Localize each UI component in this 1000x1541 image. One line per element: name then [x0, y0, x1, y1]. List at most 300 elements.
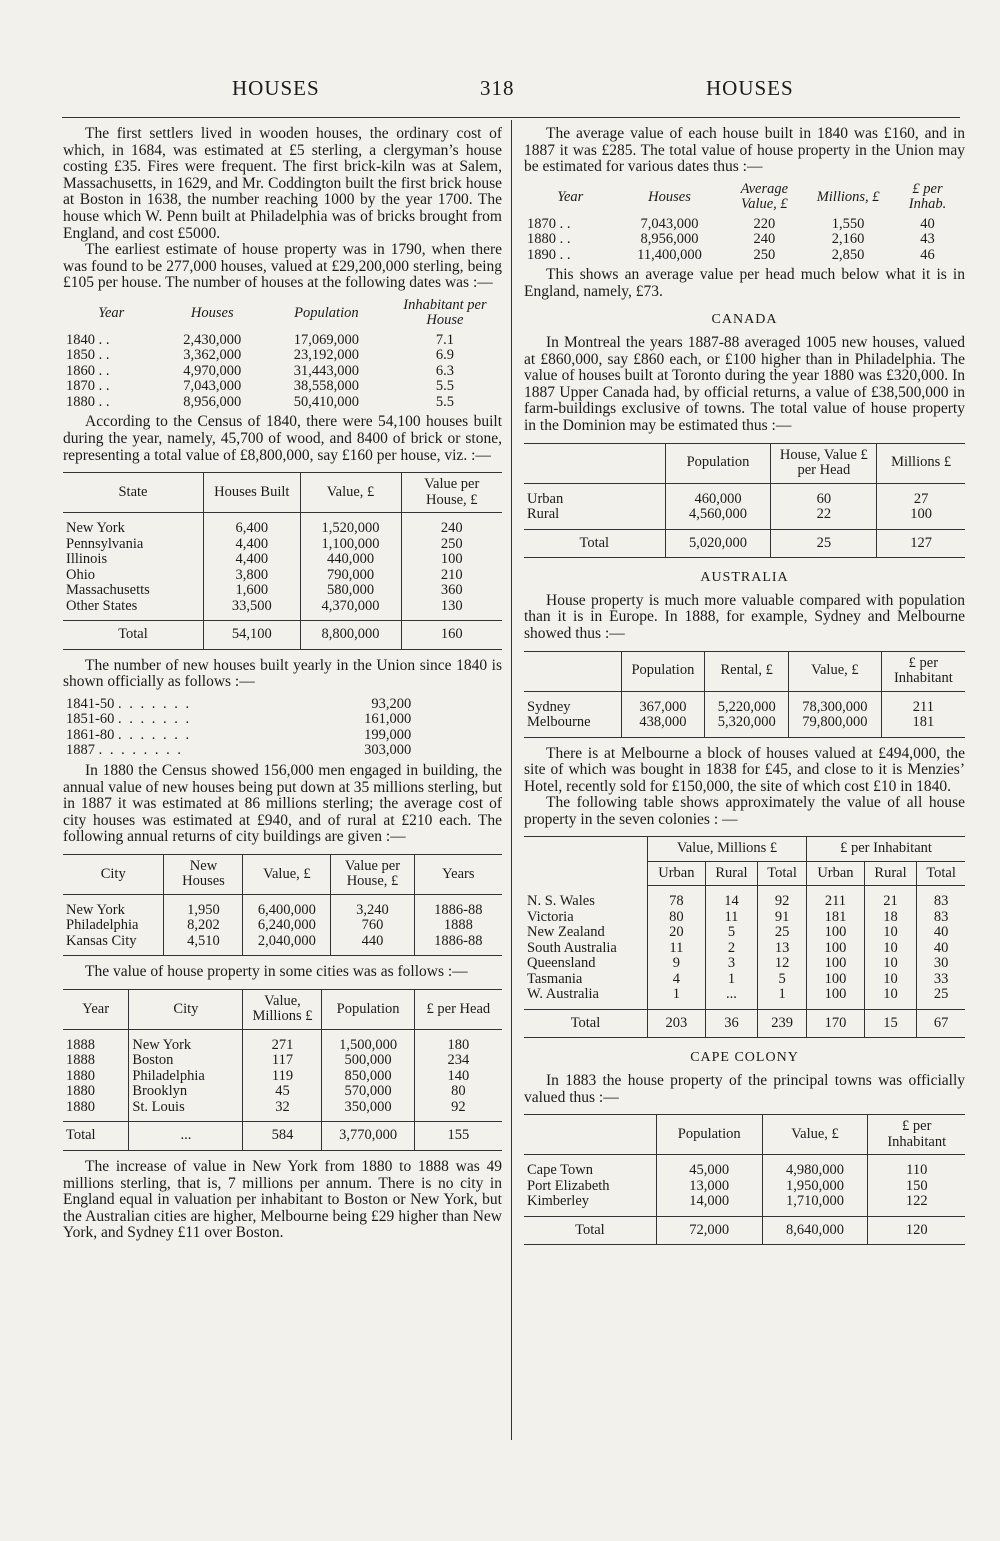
- table-cell: 10: [864, 972, 916, 988]
- column-header: State: [63, 473, 203, 513]
- table-cell: 8,202: [164, 918, 243, 934]
- table-cell: 14,000: [656, 1194, 762, 1216]
- table-cell: 72,000: [656, 1216, 762, 1245]
- table-row: [524, 886, 965, 910]
- column-header: Rural: [864, 861, 916, 886]
- table-row: [524, 715, 965, 737]
- table-cell: Total: [524, 529, 665, 558]
- column-header: House, Value £ per Head: [771, 443, 877, 483]
- table-cell: 1888: [66, 1052, 95, 1069]
- paragraph: The first settlers lived in wooden houses, the ordinary cost of which, in 1684, was estimated at £5 sterling, a clergyman’s house costing £35. Fires were frequent. The first brick-kiln was at Salem, Massachusetts, in 1629, and Mr. Coddington built the first brick house at Boston in 1638, the number reaching 1000 by the year 1700. The house which W. Penn built at Philadelphia was of bricks brought from England, and cost £5000.: [63, 125, 502, 242]
- table-cell: 1: [705, 972, 757, 988]
- table-cell: 33: [917, 972, 965, 988]
- column-header: Urban: [807, 861, 865, 886]
- column-header: Value per House, £: [401, 473, 502, 513]
- table-cell: 8,800,000: [300, 621, 401, 650]
- paragraph: In 1883 the house property of the principal towns was officially valued thus :—: [524, 1072, 965, 1106]
- column-header: Year: [63, 989, 129, 1029]
- column-header: £ per Inhabitant: [881, 651, 965, 691]
- colonies-table: [524, 836, 965, 1038]
- table-cell: 36: [705, 1009, 757, 1038]
- column-header: Value, £: [762, 1115, 868, 1155]
- table-cell: 8,640,000: [762, 1216, 868, 1245]
- table-cell: 67: [917, 1009, 965, 1038]
- table-cell: New York: [66, 901, 125, 918]
- table-row: [63, 568, 502, 584]
- table-cell: 100: [807, 987, 865, 1009]
- table-cell: Queensland: [527, 955, 596, 972]
- table-cell: 11,400,000: [637, 246, 702, 263]
- column-header: New Houses: [164, 854, 243, 894]
- table-cell: 161,000: [364, 711, 412, 728]
- table-row: [63, 333, 502, 349]
- table-cell: New York: [129, 1029, 243, 1053]
- table-cell: 1: [758, 987, 807, 1009]
- table-cell: 10: [864, 987, 916, 1009]
- table-cell: 1,520,000: [300, 513, 401, 537]
- table-cell: Rural: [527, 506, 560, 523]
- table-row: [524, 941, 965, 957]
- table-cell: 40: [920, 215, 935, 232]
- table-row: [524, 1155, 965, 1179]
- table-cell: 79,800,000: [789, 715, 882, 737]
- table-cell: 1888: [414, 918, 502, 934]
- paragraph: The average value of each house built in 1840 was £160, and in 1887 it was £285. The total value of house property in the Union may be estimated for various dates thus :—: [524, 125, 965, 176]
- table-cell: W. Australia: [527, 986, 599, 1003]
- table-cell: 5,020,000: [665, 529, 771, 558]
- total-row: [524, 1216, 965, 1245]
- table-row: [524, 248, 965, 264]
- table-cell: 1886-88: [414, 894, 502, 918]
- houses-by-year-table: [63, 298, 502, 411]
- section-heading-cape-colony: CAPE COLONY: [690, 1050, 799, 1066]
- table-cell: 122: [868, 1194, 965, 1216]
- table-cell: 1860 . .: [66, 362, 110, 379]
- table-cell: 78: [647, 886, 705, 910]
- table-cell: 119: [243, 1069, 322, 1085]
- table-cell: 6.3: [435, 362, 454, 379]
- table-cell: 1840 . .: [66, 331, 110, 348]
- table-cell: 27: [877, 483, 965, 507]
- column-header: Population: [294, 304, 359, 321]
- table-cell: 5,220,000: [705, 691, 789, 715]
- table-row: [63, 934, 502, 956]
- table-cell: Cape Town: [527, 1162, 593, 1179]
- column-header: Millions, £: [816, 188, 880, 205]
- table-cell: 6,400,000: [243, 894, 331, 918]
- table-row: [63, 537, 502, 553]
- table-cell: 3: [705, 956, 757, 972]
- city-buildings-table: [63, 854, 502, 957]
- table-cell: 10: [864, 956, 916, 972]
- table-cell: 100: [401, 552, 502, 568]
- table-cell: 4: [647, 972, 705, 988]
- column-header: £ per Inhab.: [908, 180, 947, 213]
- table-row: [63, 395, 502, 411]
- table-cell: South Australia: [527, 939, 617, 956]
- table-row: [63, 1084, 502, 1100]
- table-cell: Illinois: [66, 551, 108, 568]
- table-cell: 440: [331, 934, 414, 956]
- column-header: City: [63, 854, 164, 894]
- table-cell: 3,240: [331, 894, 414, 918]
- table-cell: 6.9: [435, 347, 454, 364]
- paragraph: According to the Census of 1840, there were 54,100 houses built during the year, namely, 45,700 of wood, and 8400 of brick or stone, representing a total value of £8,800,000, say £160 per house, viz. :—: [63, 413, 502, 464]
- table-cell: 30: [917, 956, 965, 972]
- table-row: [63, 697, 414, 713]
- column-header: Rural: [705, 861, 757, 886]
- table-cell: 5: [758, 972, 807, 988]
- table-cell: 350,000: [322, 1100, 414, 1122]
- column-header: Houses: [190, 304, 234, 321]
- table-cell: 440,000: [300, 552, 401, 568]
- table-cell: 2,430,000: [183, 331, 242, 348]
- table-cell: 17,069,000: [293, 331, 360, 348]
- table-row: [63, 918, 502, 934]
- column-group-header: £ per Inhabitant: [807, 837, 965, 862]
- column-header: Year: [557, 188, 584, 205]
- table-cell: 140: [414, 1069, 502, 1085]
- table-cell: 5.5: [435, 393, 454, 410]
- table-cell: 240: [401, 513, 502, 537]
- section-heading-australia: AUSTRALIA: [700, 570, 789, 586]
- table-cell: 1886-88: [414, 934, 502, 956]
- table-cell: 303,000: [364, 742, 412, 759]
- table-cell: 584: [243, 1122, 322, 1151]
- table-cell: 4,370,000: [300, 599, 401, 621]
- table-cell: 2,040,000: [243, 934, 331, 956]
- left-column: [63, 126, 502, 1242]
- column-header: Houses: [648, 188, 691, 205]
- table-cell: Total: [63, 621, 203, 650]
- table-cell: 4,510: [164, 934, 243, 956]
- table-cell: 500,000: [322, 1053, 414, 1069]
- table-cell: 7,043,000: [640, 215, 699, 232]
- table-row: [524, 1179, 965, 1195]
- table-cell: 239: [758, 1009, 807, 1038]
- paragraph: This shows an average value per head much below what it is in England, namely, £73.: [524, 266, 965, 300]
- column-header: Inhabitant per House: [403, 296, 487, 329]
- table-cell: 120: [868, 1216, 965, 1245]
- table-cell: Other States: [66, 597, 138, 614]
- table-row: [63, 513, 502, 537]
- section-heading-canada: CANADA: [711, 312, 778, 328]
- column-header: Total: [758, 861, 807, 886]
- table-cell: 1888: [66, 1036, 95, 1053]
- table-cell: New York: [66, 520, 125, 537]
- column-header: Population: [665, 443, 771, 483]
- table-cell: 45,000: [656, 1155, 762, 1179]
- table-cell: 367,000: [621, 691, 705, 715]
- table-cell: 78,300,000: [789, 691, 882, 715]
- sydney-melbourne-table: [524, 651, 965, 738]
- table-row: [63, 599, 502, 621]
- table-cell: 203: [647, 1009, 705, 1038]
- table-cell: 460,000: [665, 483, 771, 507]
- column-header: [524, 1115, 656, 1155]
- table-cell: Philadelphia: [66, 917, 139, 934]
- table-row: [524, 956, 965, 972]
- paragraph: There is at Melbourne a block of houses valued at £494,000, the site of which was bought in 1838 for £45, and close to it is Menzies’ Hotel, recently sold for £150,000, the site of which cost £10 in 1840.: [524, 744, 965, 795]
- table-cell: 11: [705, 910, 757, 926]
- table-cell: 14: [705, 886, 757, 910]
- paragraph: The number of new houses built yearly in the Union since 1840 is shown officially as follows :—: [63, 656, 502, 691]
- table-cell: 4,980,000: [762, 1155, 868, 1179]
- table-cell: 22: [771, 507, 877, 529]
- table-cell: 100: [807, 956, 865, 972]
- table-cell: 1,950: [164, 894, 243, 918]
- table-cell: 60: [771, 483, 877, 507]
- table-row: [63, 1053, 502, 1069]
- table-row: [524, 987, 965, 1009]
- table-cell: 211: [807, 886, 865, 910]
- table-cell: Pennsylvania: [66, 535, 144, 552]
- table-cell: 438,000: [621, 715, 705, 737]
- column-header: Average Value, £: [740, 180, 789, 213]
- table-cell: 1,500,000: [322, 1029, 414, 1053]
- column-header: City: [129, 989, 243, 1029]
- table-cell: 170: [807, 1009, 865, 1038]
- table-cell: 31,443,000: [293, 362, 360, 379]
- table-cell: 9: [647, 956, 705, 972]
- table-cell: ...: [705, 987, 757, 1009]
- table-cell: 10: [864, 925, 916, 941]
- column-header: Value per House, £: [331, 854, 414, 894]
- table-cell: 181: [807, 910, 865, 926]
- table-row: [63, 379, 502, 395]
- table-cell: 850,000: [322, 1069, 414, 1085]
- union-value-table: [524, 182, 965, 264]
- table-cell: 92: [414, 1100, 502, 1122]
- table-cell: 234: [414, 1053, 502, 1069]
- table-cell: Brooklyn: [129, 1084, 243, 1100]
- table-row: [63, 1069, 502, 1085]
- table-row: [63, 583, 502, 599]
- city-property-table: [63, 989, 502, 1151]
- table-cell: 20: [647, 925, 705, 941]
- column-header: Year: [98, 304, 125, 321]
- table-cell: 1850 . .: [66, 347, 110, 364]
- table-cell: 1,100,000: [300, 537, 401, 553]
- table-cell: 100: [877, 507, 965, 529]
- table-cell: 130: [401, 599, 502, 621]
- table-cell: 8,956,000: [183, 393, 242, 410]
- table-cell: 92: [758, 886, 807, 910]
- table-cell: 150: [868, 1179, 965, 1195]
- table-row: [63, 894, 502, 918]
- column-header: Millions £: [877, 443, 965, 483]
- table-cell: St. Louis: [129, 1100, 243, 1122]
- table-row: [63, 712, 414, 728]
- table-cell: 40: [917, 941, 965, 957]
- column-header: Years: [414, 854, 502, 894]
- table-cell: 25: [758, 925, 807, 941]
- table-row: [63, 728, 414, 744]
- paragraph: House property is much more valuable compared with population than it is in Europe. In 1888, for example, Sydney and Melbourne showed thus :—: [524, 591, 965, 642]
- table-cell: Boston: [129, 1053, 243, 1069]
- table-cell: 1880: [66, 1067, 95, 1084]
- table-cell: 5: [705, 925, 757, 941]
- table-cell: 43: [920, 231, 935, 248]
- table-cell: 100: [807, 941, 865, 957]
- table-cell: 7,043,000: [183, 378, 242, 395]
- table-cell: 3,770,000: [322, 1122, 414, 1151]
- table-cell: 250: [753, 246, 776, 263]
- column-header: £ per Inhabitant: [868, 1115, 965, 1155]
- cape-colony-table: [524, 1114, 965, 1245]
- column-header: [524, 443, 665, 483]
- total-row: [63, 1122, 502, 1151]
- table-cell: 8,956,000: [640, 231, 699, 248]
- table-cell: 1,550: [831, 215, 865, 232]
- table-cell: 250: [401, 537, 502, 553]
- paragraph: The following table shows approximately the value of all house property in the seven colonies : —: [524, 794, 965, 828]
- paragraph: The increase of value in New York from 1880 to 1888 was 49 millions sterling, that is, 7 millions per annum. There is no city in England equal in valuation per inhabitant to Boston or New York, but the Australian cities are higher, Melbourne being £29 higher than New York, and Sydney £11 over Boston.: [63, 1157, 502, 1242]
- column-header: Houses Built: [203, 473, 300, 513]
- running-head-left: HOUSES: [232, 76, 320, 100]
- table-cell: Total: [63, 1122, 129, 1151]
- table-cell: 1880: [66, 1083, 95, 1100]
- table-cell: 25: [917, 987, 965, 1009]
- column-header: [524, 651, 621, 691]
- column-header: [524, 837, 647, 886]
- table-cell: 38,558,000: [293, 378, 360, 395]
- table-cell: 5,320,000: [705, 715, 789, 737]
- table-cell: 360: [401, 583, 502, 599]
- table-cell: 155: [414, 1122, 502, 1151]
- table-cell: 13: [758, 941, 807, 957]
- table-cell: Massachusetts: [66, 582, 150, 599]
- table-cell: 80: [647, 910, 705, 926]
- table-cell: 7.1: [435, 331, 454, 348]
- table-cell: 2: [705, 941, 757, 957]
- table-cell: 33,500: [203, 599, 300, 621]
- table-cell: 21: [864, 886, 916, 910]
- table-row: [524, 217, 965, 233]
- table-cell: 1870 . .: [66, 378, 110, 395]
- table-cell: 4,400: [203, 552, 300, 568]
- table-cell: 12: [758, 956, 807, 972]
- table-cell: 760: [331, 918, 414, 934]
- table-row: [524, 1194, 965, 1216]
- table-row: [524, 691, 965, 715]
- column-header: Value, £: [789, 651, 882, 691]
- table-cell: 110: [868, 1155, 965, 1179]
- table-row: [524, 507, 965, 529]
- table-row: [63, 1100, 502, 1122]
- table-cell: 211: [881, 691, 965, 715]
- table-cell: 790,000: [300, 568, 401, 584]
- column-header: Population: [322, 989, 414, 1029]
- table-cell: 570,000: [322, 1084, 414, 1100]
- column-divider: [511, 120, 512, 1440]
- table-cell: 210: [401, 568, 502, 584]
- table-cell: 4,560,000: [665, 507, 771, 529]
- table-cell: 1870 . .: [527, 215, 571, 232]
- table-cell: 13,000: [656, 1179, 762, 1195]
- column-header: Value, £: [243, 854, 331, 894]
- table-cell: 3,800: [203, 568, 300, 584]
- table-cell: 1841-50 . . . . . . .: [66, 695, 192, 712]
- paragraph: In 1880 the Census showed 156,000 men engaged in building, the annual value of new houses being put down at 35 millions sterling, but in 1887 it was estimated at 86 millions sterling; the average cost of city houses was estimated at £940, and of rural at £210 each. The following annual returns of city buildings are given :—: [63, 761, 502, 846]
- table-cell: New Zealand: [527, 924, 605, 941]
- table-cell: Total: [524, 1216, 656, 1245]
- table-cell: 15: [864, 1009, 916, 1038]
- table-cell: Melbourne: [527, 714, 591, 730]
- table-cell: Tasmania: [527, 970, 583, 987]
- table-cell: 5.5: [435, 378, 454, 395]
- table-cell: 54,100: [203, 621, 300, 650]
- table-cell: Victoria: [527, 908, 574, 925]
- table-cell: 127: [877, 529, 965, 558]
- total-row: [524, 529, 965, 558]
- table-cell: 180: [414, 1029, 502, 1053]
- table-cell: 1,600: [203, 583, 300, 599]
- table-cell: 3,362,000: [183, 347, 242, 364]
- table-row: [524, 232, 965, 248]
- column-header: Value, Millions £: [243, 989, 322, 1029]
- column-group-header: Value, Millions £: [647, 837, 806, 862]
- table-cell: Kansas City: [66, 932, 137, 949]
- table-cell: 80: [414, 1084, 502, 1100]
- table-cell: 1880 . .: [66, 393, 110, 410]
- column-header: £ per Head: [414, 989, 502, 1029]
- table-cell: 40: [917, 925, 965, 941]
- table-cell: 2,850: [831, 246, 865, 263]
- table-cell: 32: [243, 1100, 322, 1122]
- table-cell: 580,000: [300, 583, 401, 599]
- table-cell: 11: [647, 941, 705, 957]
- table-cell: Philadelphia: [129, 1069, 243, 1085]
- table-cell: 46: [920, 246, 935, 263]
- paragraph: In Montreal the years 1887-88 averaged 1005 new houses, valued at £860,000, say £860 each, or £100 higher than in Philadelphia. The value of houses built at Toronto during the year 1880 was £320,000. In 1887 Upper Canada had, by official returns, a value of £38,500,000 in farm-buildings exclusive of towns. The total value of house property in the Dominion may be estimated thus :—: [524, 334, 965, 435]
- table-cell: 1890 . .: [527, 246, 571, 263]
- table-cell: 1880: [66, 1098, 95, 1115]
- table-cell: 93,200: [371, 695, 412, 712]
- column-header: Value, £: [300, 473, 401, 513]
- right-column: [524, 126, 965, 1253]
- table-cell: Port Elizabeth: [527, 1177, 610, 1194]
- table-cell: 25: [771, 529, 877, 558]
- table-cell: 1880 . .: [527, 231, 571, 248]
- table-cell: Total: [524, 1009, 647, 1038]
- column-header: Urban: [647, 861, 705, 886]
- table-cell: 199,000: [364, 726, 412, 743]
- table-row: [63, 1029, 502, 1053]
- table-cell: 6,240,000: [243, 918, 331, 934]
- table-row: [63, 364, 502, 380]
- page-number: 318: [480, 76, 515, 100]
- table-cell: 181: [881, 715, 965, 737]
- table-cell: 18: [864, 910, 916, 926]
- table-cell: 100: [807, 925, 865, 941]
- running-head-right: HOUSES: [706, 76, 794, 100]
- table-cell: 100: [807, 972, 865, 988]
- table-row: [524, 925, 965, 941]
- table-row: [63, 348, 502, 364]
- table-cell: 45: [243, 1084, 322, 1100]
- table-cell: 10: [864, 941, 916, 957]
- column-header: Total: [917, 861, 965, 886]
- table-cell: 1861-80 . . . . . . .: [66, 726, 192, 743]
- table-cell: 220: [753, 215, 776, 232]
- table-cell: 1,950,000: [762, 1179, 868, 1195]
- table-cell: 6,400: [203, 513, 300, 537]
- table-cell: 1887 . . . . . . . .: [66, 742, 183, 759]
- table-cell: 50,410,000: [293, 393, 360, 410]
- column-header: Population: [656, 1115, 762, 1155]
- table-cell: 240: [753, 231, 776, 248]
